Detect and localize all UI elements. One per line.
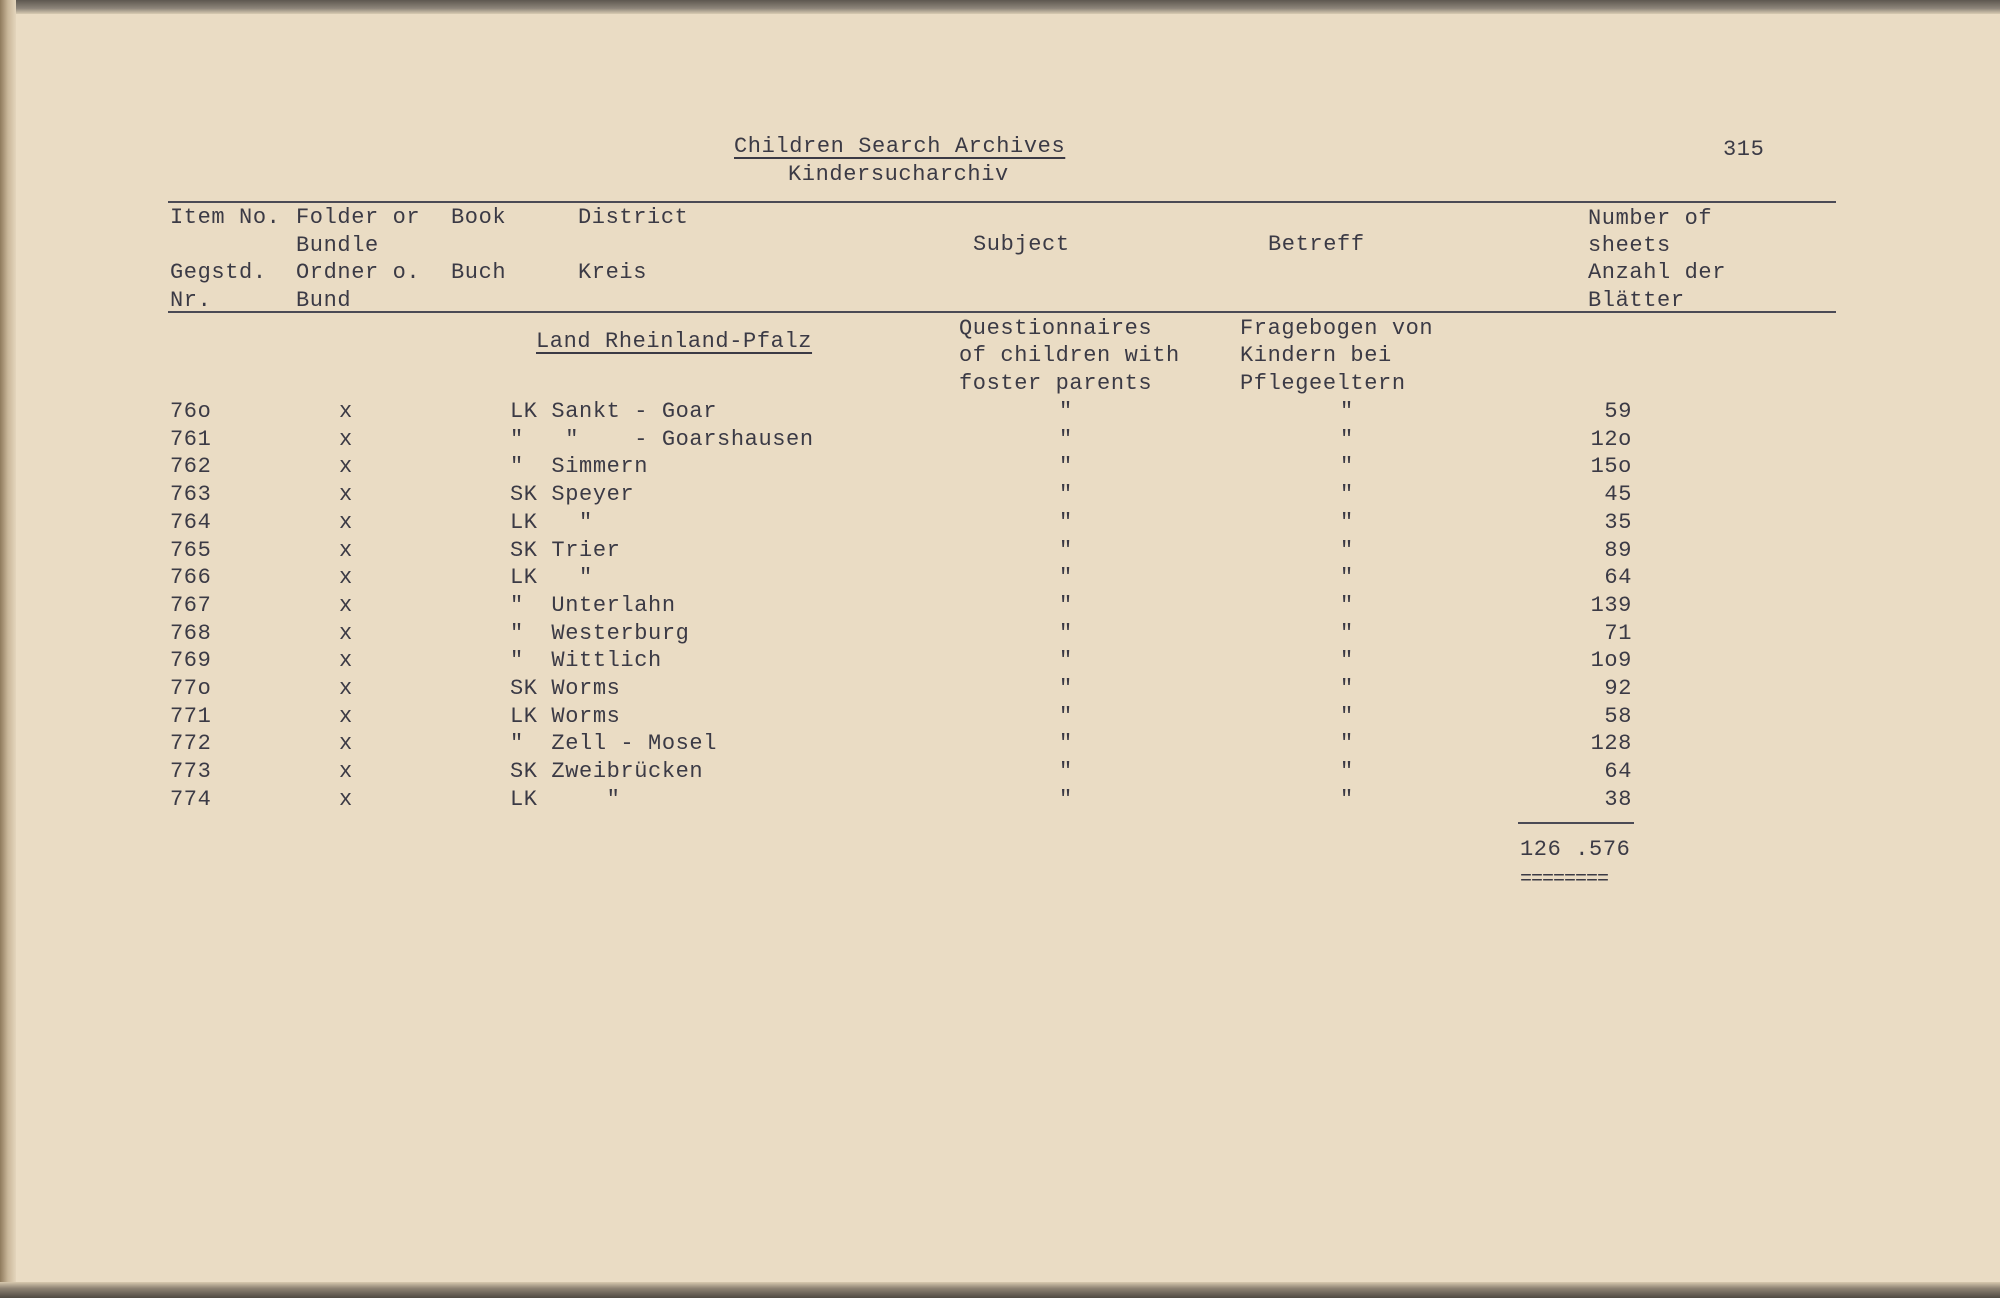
- row-subject-ditto: ": [1059, 704, 1073, 729]
- page-number: 315: [1723, 137, 1765, 162]
- header-folder-or: Folder or: [296, 205, 421, 230]
- row-subject-ditto: ": [1059, 482, 1073, 507]
- row-betreff-ditto: ": [1340, 759, 1354, 784]
- document-subtitle: Kindersucharchiv: [788, 162, 1009, 187]
- subject-line-2: of children with: [959, 343, 1180, 368]
- subject-line-3: foster parents: [959, 371, 1153, 396]
- row-sheet-count: 71: [1604, 621, 1632, 646]
- row-subject-ditto: ": [1059, 621, 1073, 646]
- row-district: SK Trier: [510, 538, 621, 563]
- row-item-no: 773: [170, 759, 212, 784]
- row-betreff-ditto: ": [1340, 648, 1354, 673]
- total-double-rule: ========: [1520, 868, 1609, 891]
- row-subject-ditto: ": [1059, 648, 1073, 673]
- row-subject-ditto: ": [1059, 787, 1073, 812]
- section-land: Land Rheinland-Pfalz: [536, 329, 813, 354]
- row-item-no: 761: [170, 427, 212, 452]
- scan-bottom-edge: [0, 1282, 2000, 1298]
- header-blaetter: Blätter: [1588, 288, 1685, 313]
- total-rule: [1518, 822, 1634, 824]
- header-nr: Nr.: [170, 288, 212, 313]
- row-folder-mark: x: [339, 676, 353, 701]
- scan-left-edge: [0, 0, 16, 1298]
- row-folder-mark: x: [339, 704, 353, 729]
- row-district: LK Worms: [510, 704, 621, 729]
- header-buch: Buch: [451, 260, 507, 285]
- header-top-rule: [168, 201, 1836, 203]
- row-district: " Westerburg: [510, 621, 690, 646]
- header-bottom-rule: [168, 311, 1836, 313]
- header-sheets: sheets: [1588, 233, 1671, 258]
- row-district: " Unterlahn: [510, 593, 676, 618]
- row-sheet-count: 64: [1604, 759, 1632, 784]
- row-folder-mark: x: [339, 621, 353, 646]
- header-book: Book: [451, 205, 507, 230]
- row-district: SK Worms: [510, 676, 621, 701]
- header-district: District: [578, 205, 689, 230]
- row-betreff-ditto: ": [1340, 427, 1354, 452]
- subject-line-1: Questionnaires: [959, 316, 1153, 341]
- header-gegstd: Gegstd.: [170, 260, 267, 285]
- header-bundle: Bundle: [296, 233, 379, 258]
- row-sheet-count: 12o: [1590, 427, 1632, 452]
- row-district: " Simmern: [510, 454, 649, 479]
- row-betreff-ditto: ": [1340, 565, 1354, 590]
- row-betreff-ditto: ": [1340, 399, 1354, 424]
- scan-top-edge: [0, 0, 2000, 14]
- row-folder-mark: x: [339, 759, 353, 784]
- row-subject-ditto: ": [1059, 427, 1073, 452]
- header-bund: Bund: [296, 288, 352, 313]
- row-district: LK ": [510, 510, 593, 535]
- row-folder-mark: x: [339, 538, 353, 563]
- row-item-no: 76o: [170, 399, 212, 424]
- row-betreff-ditto: ": [1340, 454, 1354, 479]
- row-folder-mark: x: [339, 731, 353, 756]
- row-subject-ditto: ": [1059, 538, 1073, 563]
- row-betreff-ditto: ": [1340, 538, 1354, 563]
- row-subject-ditto: ": [1059, 676, 1073, 701]
- row-betreff-ditto: ": [1340, 676, 1354, 701]
- row-subject-ditto: ": [1059, 510, 1073, 535]
- header-betreff: Betreff: [1268, 232, 1365, 257]
- row-sheet-count: 35: [1604, 510, 1632, 535]
- row-item-no: 768: [170, 621, 212, 646]
- row-subject-ditto: ": [1059, 593, 1073, 618]
- header-subject: Subject: [973, 232, 1070, 257]
- row-folder-mark: x: [339, 565, 353, 590]
- row-district: SK Zweibrücken: [510, 759, 704, 784]
- row-folder-mark: x: [339, 454, 353, 479]
- betreff-line-2: Kindern bei: [1240, 343, 1392, 368]
- row-folder-mark: x: [339, 593, 353, 618]
- row-district: " Wittlich: [510, 648, 662, 673]
- document-title: Children Search Archives: [734, 134, 1066, 159]
- betreff-line-3: Pflegeeltern: [1240, 371, 1406, 396]
- row-item-no: 774: [170, 787, 212, 812]
- row-sheet-count: 15o: [1590, 454, 1632, 479]
- header-item-no: Item No.: [170, 205, 281, 230]
- header-kreis: Kreis: [578, 260, 648, 285]
- row-district: LK Sankt - Goar: [510, 399, 718, 424]
- row-item-no: 767: [170, 593, 212, 618]
- row-sheet-count: 89: [1604, 538, 1632, 563]
- row-folder-mark: x: [339, 648, 353, 673]
- row-betreff-ditto: ": [1340, 704, 1354, 729]
- row-betreff-ditto: ": [1340, 482, 1354, 507]
- row-sheet-count: 59: [1604, 399, 1632, 424]
- row-subject-ditto: ": [1059, 565, 1073, 590]
- total-sheets: 126 .576: [1520, 837, 1631, 862]
- row-item-no: 771: [170, 704, 212, 729]
- row-folder-mark: x: [339, 399, 353, 424]
- row-subject-ditto: ": [1059, 399, 1073, 424]
- row-item-no: 765: [170, 538, 212, 563]
- row-sheet-count: 92: [1604, 676, 1632, 701]
- row-sheet-count: 64: [1604, 565, 1632, 590]
- row-folder-mark: x: [339, 427, 353, 452]
- header-ordner: Ordner o.: [296, 260, 421, 285]
- row-district: " " - Goarshausen: [510, 427, 814, 452]
- row-sheet-count: 139: [1590, 593, 1632, 618]
- row-betreff-ditto: ": [1340, 510, 1354, 535]
- row-subject-ditto: ": [1059, 759, 1073, 784]
- betreff-line-1: Fragebogen von: [1240, 316, 1434, 341]
- row-item-no: 762: [170, 454, 212, 479]
- row-folder-mark: x: [339, 510, 353, 535]
- row-betreff-ditto: ": [1340, 621, 1354, 646]
- header-number-of: Number of: [1588, 206, 1713, 231]
- row-subject-ditto: ": [1059, 454, 1073, 479]
- row-betreff-ditto: ": [1340, 593, 1354, 618]
- row-item-no: 77o: [170, 676, 212, 701]
- row-betreff-ditto: ": [1340, 731, 1354, 756]
- row-item-no: 772: [170, 731, 212, 756]
- row-district: SK Speyer: [510, 482, 635, 507]
- row-folder-mark: x: [339, 787, 353, 812]
- row-item-no: 769: [170, 648, 212, 673]
- row-sheet-count: 128: [1590, 731, 1632, 756]
- row-district: " Zell - Mosel: [510, 731, 718, 756]
- row-sheet-count: 38: [1604, 787, 1632, 812]
- row-sheet-count: 45: [1604, 482, 1632, 507]
- row-sheet-count: 1o9: [1590, 648, 1632, 673]
- header-anzahl-der: Anzahl der: [1588, 260, 1727, 285]
- row-folder-mark: x: [339, 482, 353, 507]
- row-district: LK ": [510, 565, 593, 590]
- row-betreff-ditto: ": [1340, 787, 1354, 812]
- row-item-no: 763: [170, 482, 212, 507]
- row-subject-ditto: ": [1059, 731, 1073, 756]
- row-district: LK ": [510, 787, 621, 812]
- row-sheet-count: 58: [1604, 704, 1632, 729]
- row-item-no: 766: [170, 565, 212, 590]
- row-item-no: 764: [170, 510, 212, 535]
